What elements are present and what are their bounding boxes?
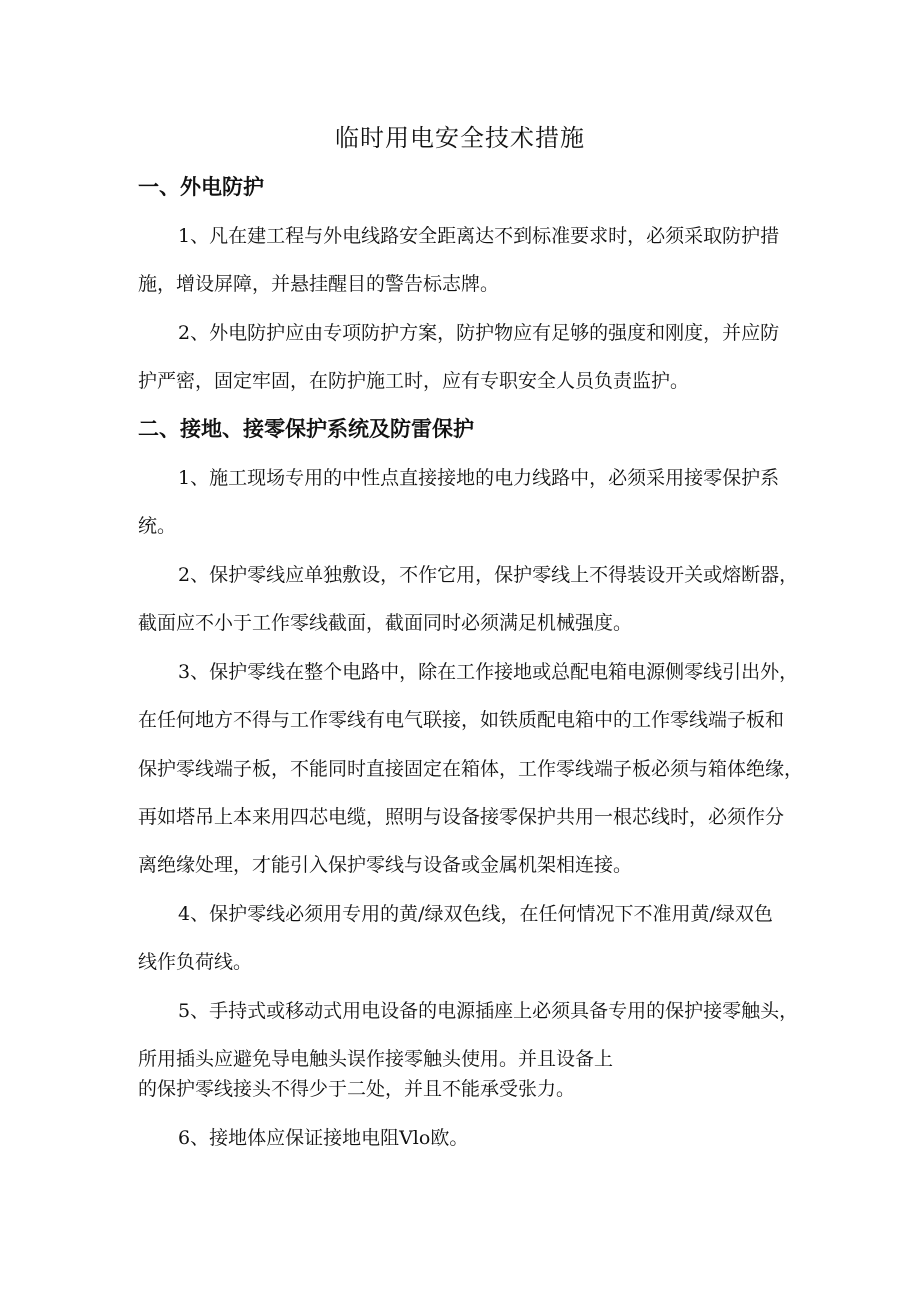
para-2-3-line-2: 在任何地方不得与工作零线有电气联接，如铁质配电箱中的工作零线端子板和 xyxy=(138,709,785,731)
para-2-6-line-1: 6、接地体应保证接地电阻Vlo欧。 xyxy=(178,1127,469,1149)
section-heading-1: 一、外电防护 xyxy=(138,175,264,199)
para-2-3-line-3: 保护零线端子板，不能同时直接固定在箱体，工作零线端子板必须与箱体绝缘， xyxy=(138,758,804,780)
para-2-4-line-2: 线作负荷线。 xyxy=(138,951,253,973)
para-1-1-line-1: 1、凡在建工程与外电线路安全距离达不到标准要求时，必须采取防护措 xyxy=(178,225,780,247)
para-1-2-line-2: 护严密，固定牢固，在防护施工时，应有专职安全人员负责监护。 xyxy=(138,370,690,392)
section-heading-2: 二、接地、接零保护系统及防雷保护 xyxy=(138,417,474,441)
para-2-1-line-2: 统。 xyxy=(138,515,177,537)
para-2-5-line-3: 的保护零线接头不得少于二处，并且不能承受张力。 xyxy=(138,1078,576,1100)
para-2-3-line-4: 再如塔吊上本来用四芯电缆，照明与设备接零保护共用一根芯线时，必须作分 xyxy=(138,806,785,828)
para-2-3-line-5: 离绝缘处理，才能引入保护零线与设备或金属机架相连接。 xyxy=(138,854,633,876)
para-2-3-line-1: 3、保护零线在整个电路中，除在工作接地或总配电箱电源侧零线引出外， xyxy=(178,661,799,683)
para-2-4-line-1: 4、保护零线必须用专用的黄/绿双色线，在任何情况下不准用黄/绿双色 xyxy=(178,903,773,925)
para-2-1-line-1: 1、施工现场专用的中性点直接接地的电力线路中，必须采用接零保护系 xyxy=(178,467,780,489)
para-2-2-line-2: 截面应不小于工作零线截面，截面同时必须满足机械强度。 xyxy=(138,612,633,634)
para-2-2-line-1: 2、保护零线应单独敷设，不作它用，保护零线上不得装设开关或熔断器， xyxy=(178,564,799,586)
para-2-5-line-1: 5、手持式或移动式用电设备的电源插座上必须具备专用的保护接零触头， xyxy=(178,1000,799,1022)
para-2-5-line-2: 所用插头应避免导电触头误作接零触头使用。并且设备上 xyxy=(138,1048,614,1070)
document-title: 临时用电安全技术措施 xyxy=(335,124,585,152)
para-1-1-line-2: 施，增设屏障，并悬挂醒目的警告标志牌。 xyxy=(138,273,500,295)
para-1-2-line-1: 2、外电防护应由专项防护方案，防护物应有足够的强度和刚度，并应防 xyxy=(178,322,780,344)
